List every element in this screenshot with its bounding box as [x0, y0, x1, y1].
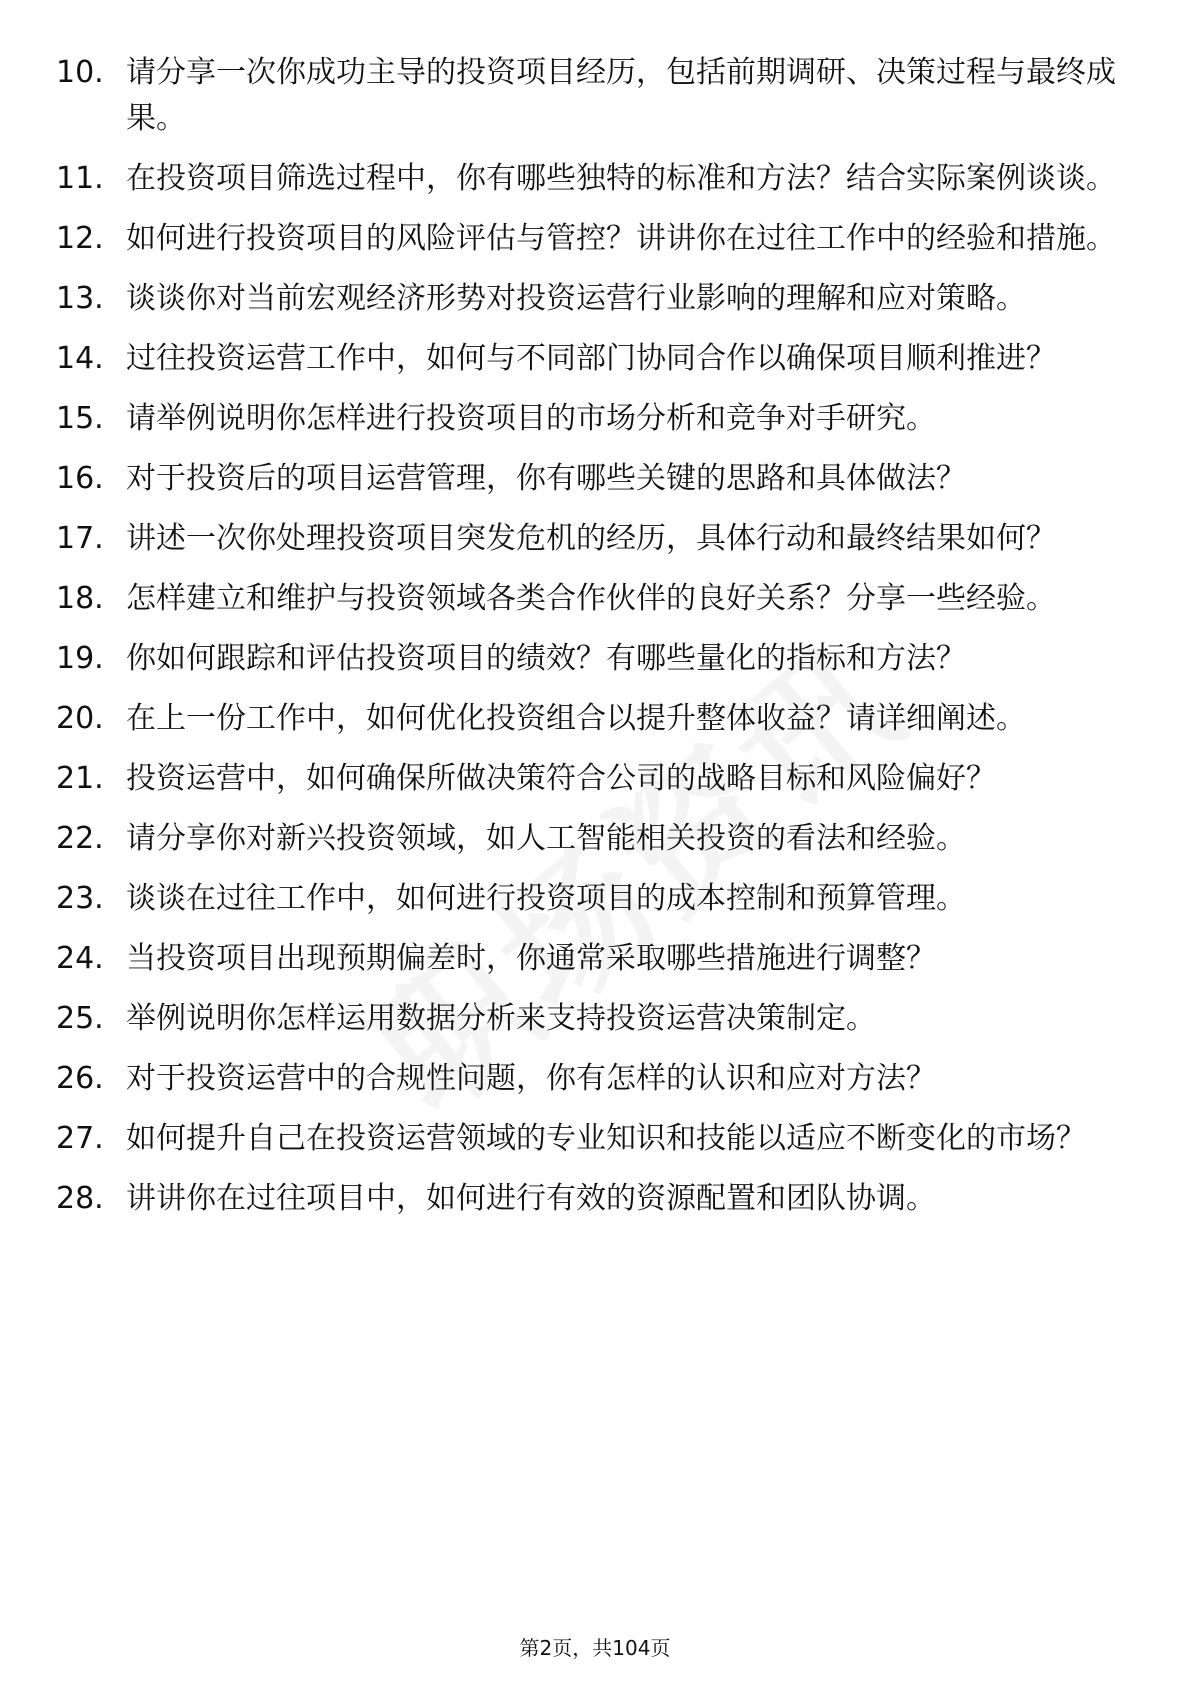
list-item — [56, 576, 1136, 622]
question-number: 27. — [56, 1121, 104, 1156]
question-text: 怎样建立和维护与投资领域各类合作伙伴的良好关系？分享一些经验。 — [126, 581, 1056, 616]
list-item — [56, 1116, 1136, 1162]
question-text: 请分享你对新兴投资领域，如人工智能相关投资的看法和经验。 — [126, 821, 966, 856]
list-item — [56, 816, 1136, 862]
question-number: 25. — [56, 1001, 104, 1036]
question-text: 举例说明你怎样运用数据分析来支持投资运营决策制定。 — [126, 1001, 876, 1036]
question-list — [56, 50, 1136, 1236]
question-text: 对于投资后的项目运营管理，你有哪些关键的思路和具体做法？ — [126, 461, 966, 496]
list-item — [56, 756, 1136, 802]
question-number: 11. — [56, 161, 104, 196]
question-number: 18. — [56, 581, 104, 616]
list-item — [56, 876, 1136, 922]
list-item — [56, 636, 1136, 682]
question-number: 16. — [56, 461, 104, 496]
question-number: 23. — [56, 881, 104, 916]
list-item — [56, 156, 1136, 202]
question-number: 15. — [56, 401, 104, 436]
question-number: 14. — [56, 341, 104, 376]
list-item — [56, 396, 1136, 442]
question-number: 10. — [56, 55, 104, 90]
list-item — [56, 216, 1136, 262]
question-number: 28. — [56, 1181, 104, 1216]
list-item — [56, 1176, 1136, 1222]
question-text: 投资运营中，如何确保所做决策符合公司的战略目标和风险偏好？ — [126, 761, 996, 796]
question-number: 26. — [56, 1061, 104, 1096]
question-number: 22. — [56, 821, 104, 856]
question-text: 在投资项目筛选过程中，你有哪些独特的标准和方法？结合实际案例谈谈。 — [126, 161, 1116, 196]
list-item — [56, 516, 1136, 562]
question-text: 当投资项目出现预期偏差时，你通常采取哪些措施进行调整？ — [126, 941, 936, 976]
question-text: 请举例说明你怎样进行投资项目的市场分析和竞争对手研究。 — [126, 401, 936, 436]
question-text: 谈谈在过往工作中，如何进行投资项目的成本控制和预算管理。 — [126, 881, 966, 916]
question-text: 对于投资运营中的合规性问题，你有怎样的认识和应对方法？ — [126, 1061, 936, 1096]
question-number: 12. — [56, 221, 104, 256]
question-text: 过往投资运营工作中，如何与不同部门协同合作以确保项目顺利推进？ — [126, 341, 1056, 376]
question-text: 如何提升自己在投资运营领域的专业知识和技能以适应不断变化的市场？ — [126, 1121, 1086, 1156]
question-text: 讲讲你在过往项目中，如何进行有效的资源配置和团队协调。 — [126, 1181, 936, 1216]
list-item — [56, 936, 1136, 982]
question-number: 20. — [56, 701, 104, 736]
list-item — [56, 336, 1136, 382]
question-text: 你如何跟踪和评估投资项目的绩效？有哪些量化的指标和方法？ — [126, 641, 966, 676]
list-item — [56, 696, 1136, 742]
page-footer: 第2页，共104页 — [519, 1636, 671, 1660]
question-number: 17. — [56, 521, 104, 556]
question-text: 请分享一次你成功主导的投资项目经历，包括前期调研、决策过程与最终成果。 — [126, 55, 1116, 136]
question-text: 谈谈你对当前宏观经济形势对投资运营行业影响的理解和应对策略。 — [126, 281, 1026, 316]
question-number: 21. — [56, 761, 104, 796]
question-number: 13. — [56, 281, 104, 316]
question-text: 如何进行投资项目的风险评估与管控？讲讲你在过往工作中的经验和措施。 — [126, 221, 1116, 256]
list-item — [56, 50, 1136, 142]
question-number: 24. — [56, 941, 104, 976]
list-item — [56, 1056, 1136, 1102]
question-number: 19. — [56, 641, 104, 676]
question-text: 在上一份工作中，如何优化投资组合以提升整体收益？请详细阐述。 — [126, 701, 1026, 736]
list-item — [56, 996, 1136, 1042]
list-item — [56, 276, 1136, 322]
list-item — [56, 456, 1136, 502]
question-text: 讲述一次你处理投资项目突发危机的经历，具体行动和最终结果如何？ — [126, 521, 1056, 556]
